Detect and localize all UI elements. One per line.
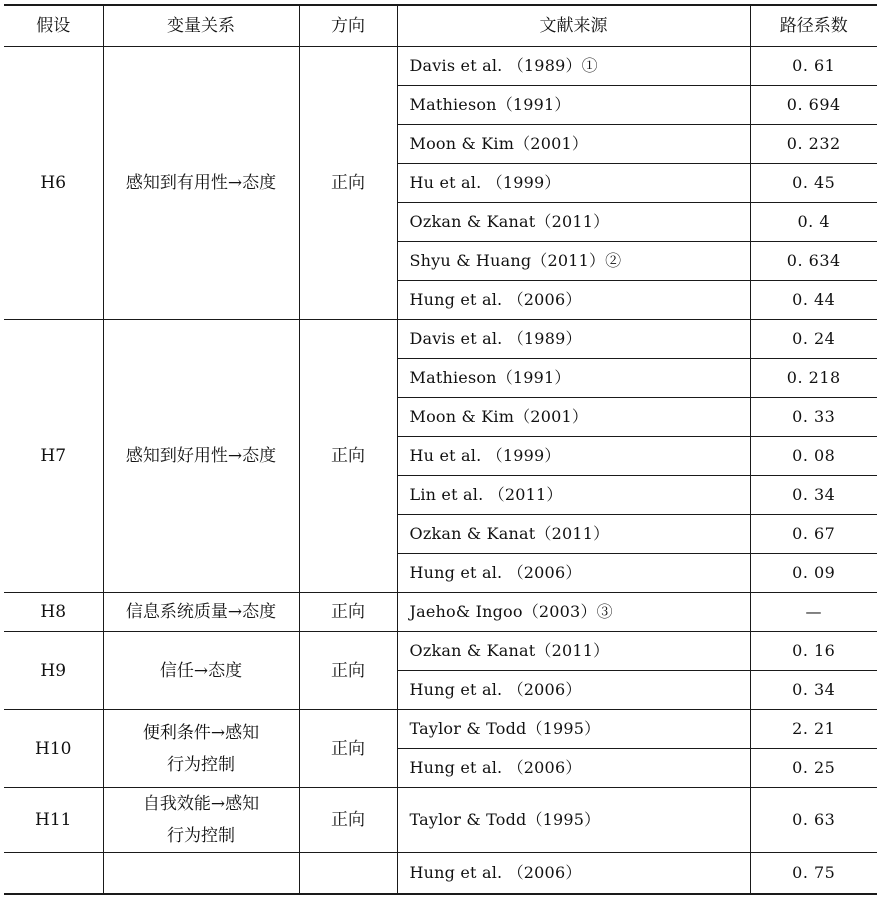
direction-cell: 正向 <box>299 632 397 710</box>
coefficient-cell: 2. 21 <box>750 710 877 749</box>
relation-cell <box>103 47 299 320</box>
table-row <box>4 788 877 853</box>
source-cell: Taylor & Todd（1995） <box>397 710 750 749</box>
source-cell: Shyu & Huang（2011）② <box>397 242 750 281</box>
hypothesis-cell: H8 <box>4 593 103 632</box>
source-cell: Hung et al. （2006） <box>397 671 750 710</box>
source-cell: Hu et al. （1999） <box>397 437 750 476</box>
table-row <box>4 853 877 895</box>
source-cell: Taylor & Todd（1995） <box>397 788 750 853</box>
relation-line: 感知到有用性→态度 <box>125 173 277 193</box>
relation-line: 行为控制 <box>167 826 235 846</box>
source-cell: Jaeho& Ingoo（2003）③ <box>397 593 750 632</box>
source-cell: Moon & Kim（2001） <box>397 398 750 437</box>
relation-line: 便利条件→感知 <box>142 722 260 743</box>
coefficient-cell: 0. 08 <box>750 437 877 476</box>
hypothesis-cell: H9 <box>4 632 103 710</box>
source-cell: Hung et al. （2006） <box>397 749 750 788</box>
coefficient-cell: 0. 34 <box>750 671 877 710</box>
relation-cell <box>103 710 299 788</box>
direction-cell <box>299 853 397 895</box>
relation-cell <box>103 632 299 710</box>
table-row <box>4 47 877 86</box>
source-cell: Ozkan & Kanat（2011） <box>397 632 750 671</box>
relation-line: 感知到好用性→态度 <box>125 446 277 466</box>
source-cell: Mathieson（1991） <box>397 359 750 398</box>
header-direction: 方向 <box>299 5 397 47</box>
hypothesis-cell: H7 <box>4 320 103 593</box>
source-cell: Ozkan & Kanat（2011） <box>397 203 750 242</box>
coefficient-cell: 0. 44 <box>750 281 877 320</box>
hypothesis-cell: H6 <box>4 47 103 320</box>
source-cell: Hung et al. （2006） <box>397 853 750 895</box>
relation-cell <box>103 788 299 853</box>
coefficient-cell: 0. 34 <box>750 476 877 515</box>
source-cell: Hung et al. （2006） <box>397 281 750 320</box>
direction-cell: 正向 <box>299 710 397 788</box>
header-coefficient: 路径系数 <box>750 5 877 47</box>
coefficient-cell: 0. 09 <box>750 554 877 593</box>
coefficient-cell: 0. 25 <box>750 749 877 788</box>
table-row <box>4 320 877 359</box>
coefficient-cell: 0. 24 <box>750 320 877 359</box>
relation-line: 自我效能→感知 <box>142 794 260 814</box>
source-cell: Davis et al. （1989）① <box>397 47 750 86</box>
table-row <box>4 593 877 632</box>
coefficient-cell: 0. 634 <box>750 242 877 281</box>
coefficient-cell: 0. 218 <box>750 359 877 398</box>
source-cell: Lin et al. （2011） <box>397 476 750 515</box>
relation-line: 信息系统质量→态度 <box>125 602 277 622</box>
source-cell: Hu et al. （1999） <box>397 164 750 203</box>
coefficient-cell: 0. 33 <box>750 398 877 437</box>
direction-cell: 正向 <box>299 320 397 593</box>
hypothesis-cell: H10 <box>4 710 103 788</box>
header-source: 文献来源 <box>397 5 750 47</box>
coefficient-cell: — <box>750 593 877 632</box>
coefficient-cell: 0. 232 <box>750 125 877 164</box>
source-cell: Mathieson（1991） <box>397 86 750 125</box>
coefficient-cell: 0. 63 <box>750 788 877 853</box>
hypothesis-cell <box>4 853 103 895</box>
coefficient-cell: 0. 16 <box>750 632 877 671</box>
coefficient-cell: 0. 4 <box>750 203 877 242</box>
direction-cell: 正向 <box>299 47 397 320</box>
source-cell: Ozkan & Kanat（2011） <box>397 515 750 554</box>
table-body <box>4 47 877 895</box>
coefficient-cell: 0. 67 <box>750 515 877 554</box>
table-header-row <box>4 5 877 47</box>
source-cell: Moon & Kim（2001） <box>397 125 750 164</box>
hypothesis-cell: H11 <box>4 788 103 853</box>
coefficient-cell: 0. 694 <box>750 86 877 125</box>
coefficient-cell: 0. 75 <box>750 853 877 895</box>
direction-cell: 正向 <box>299 788 397 853</box>
relation-cell <box>103 320 299 593</box>
coefficient-cell: 0. 45 <box>750 164 877 203</box>
relation-line: 信任→态度 <box>159 660 243 681</box>
coefficient-cell: 0. 61 <box>750 47 877 86</box>
table-row <box>4 632 877 671</box>
source-cell: Hung et al. （2006） <box>397 554 750 593</box>
source-cell: Davis et al. （1989） <box>397 320 750 359</box>
hypothesis-table <box>4 4 877 895</box>
relation-cell <box>103 853 299 895</box>
relation-cell <box>103 593 299 632</box>
table-row <box>4 710 877 749</box>
relation-line: 行为控制 <box>167 754 235 775</box>
header-relation: 变量关系 <box>103 5 299 47</box>
header-hypothesis: 假设 <box>4 5 103 47</box>
direction-cell: 正向 <box>299 593 397 632</box>
